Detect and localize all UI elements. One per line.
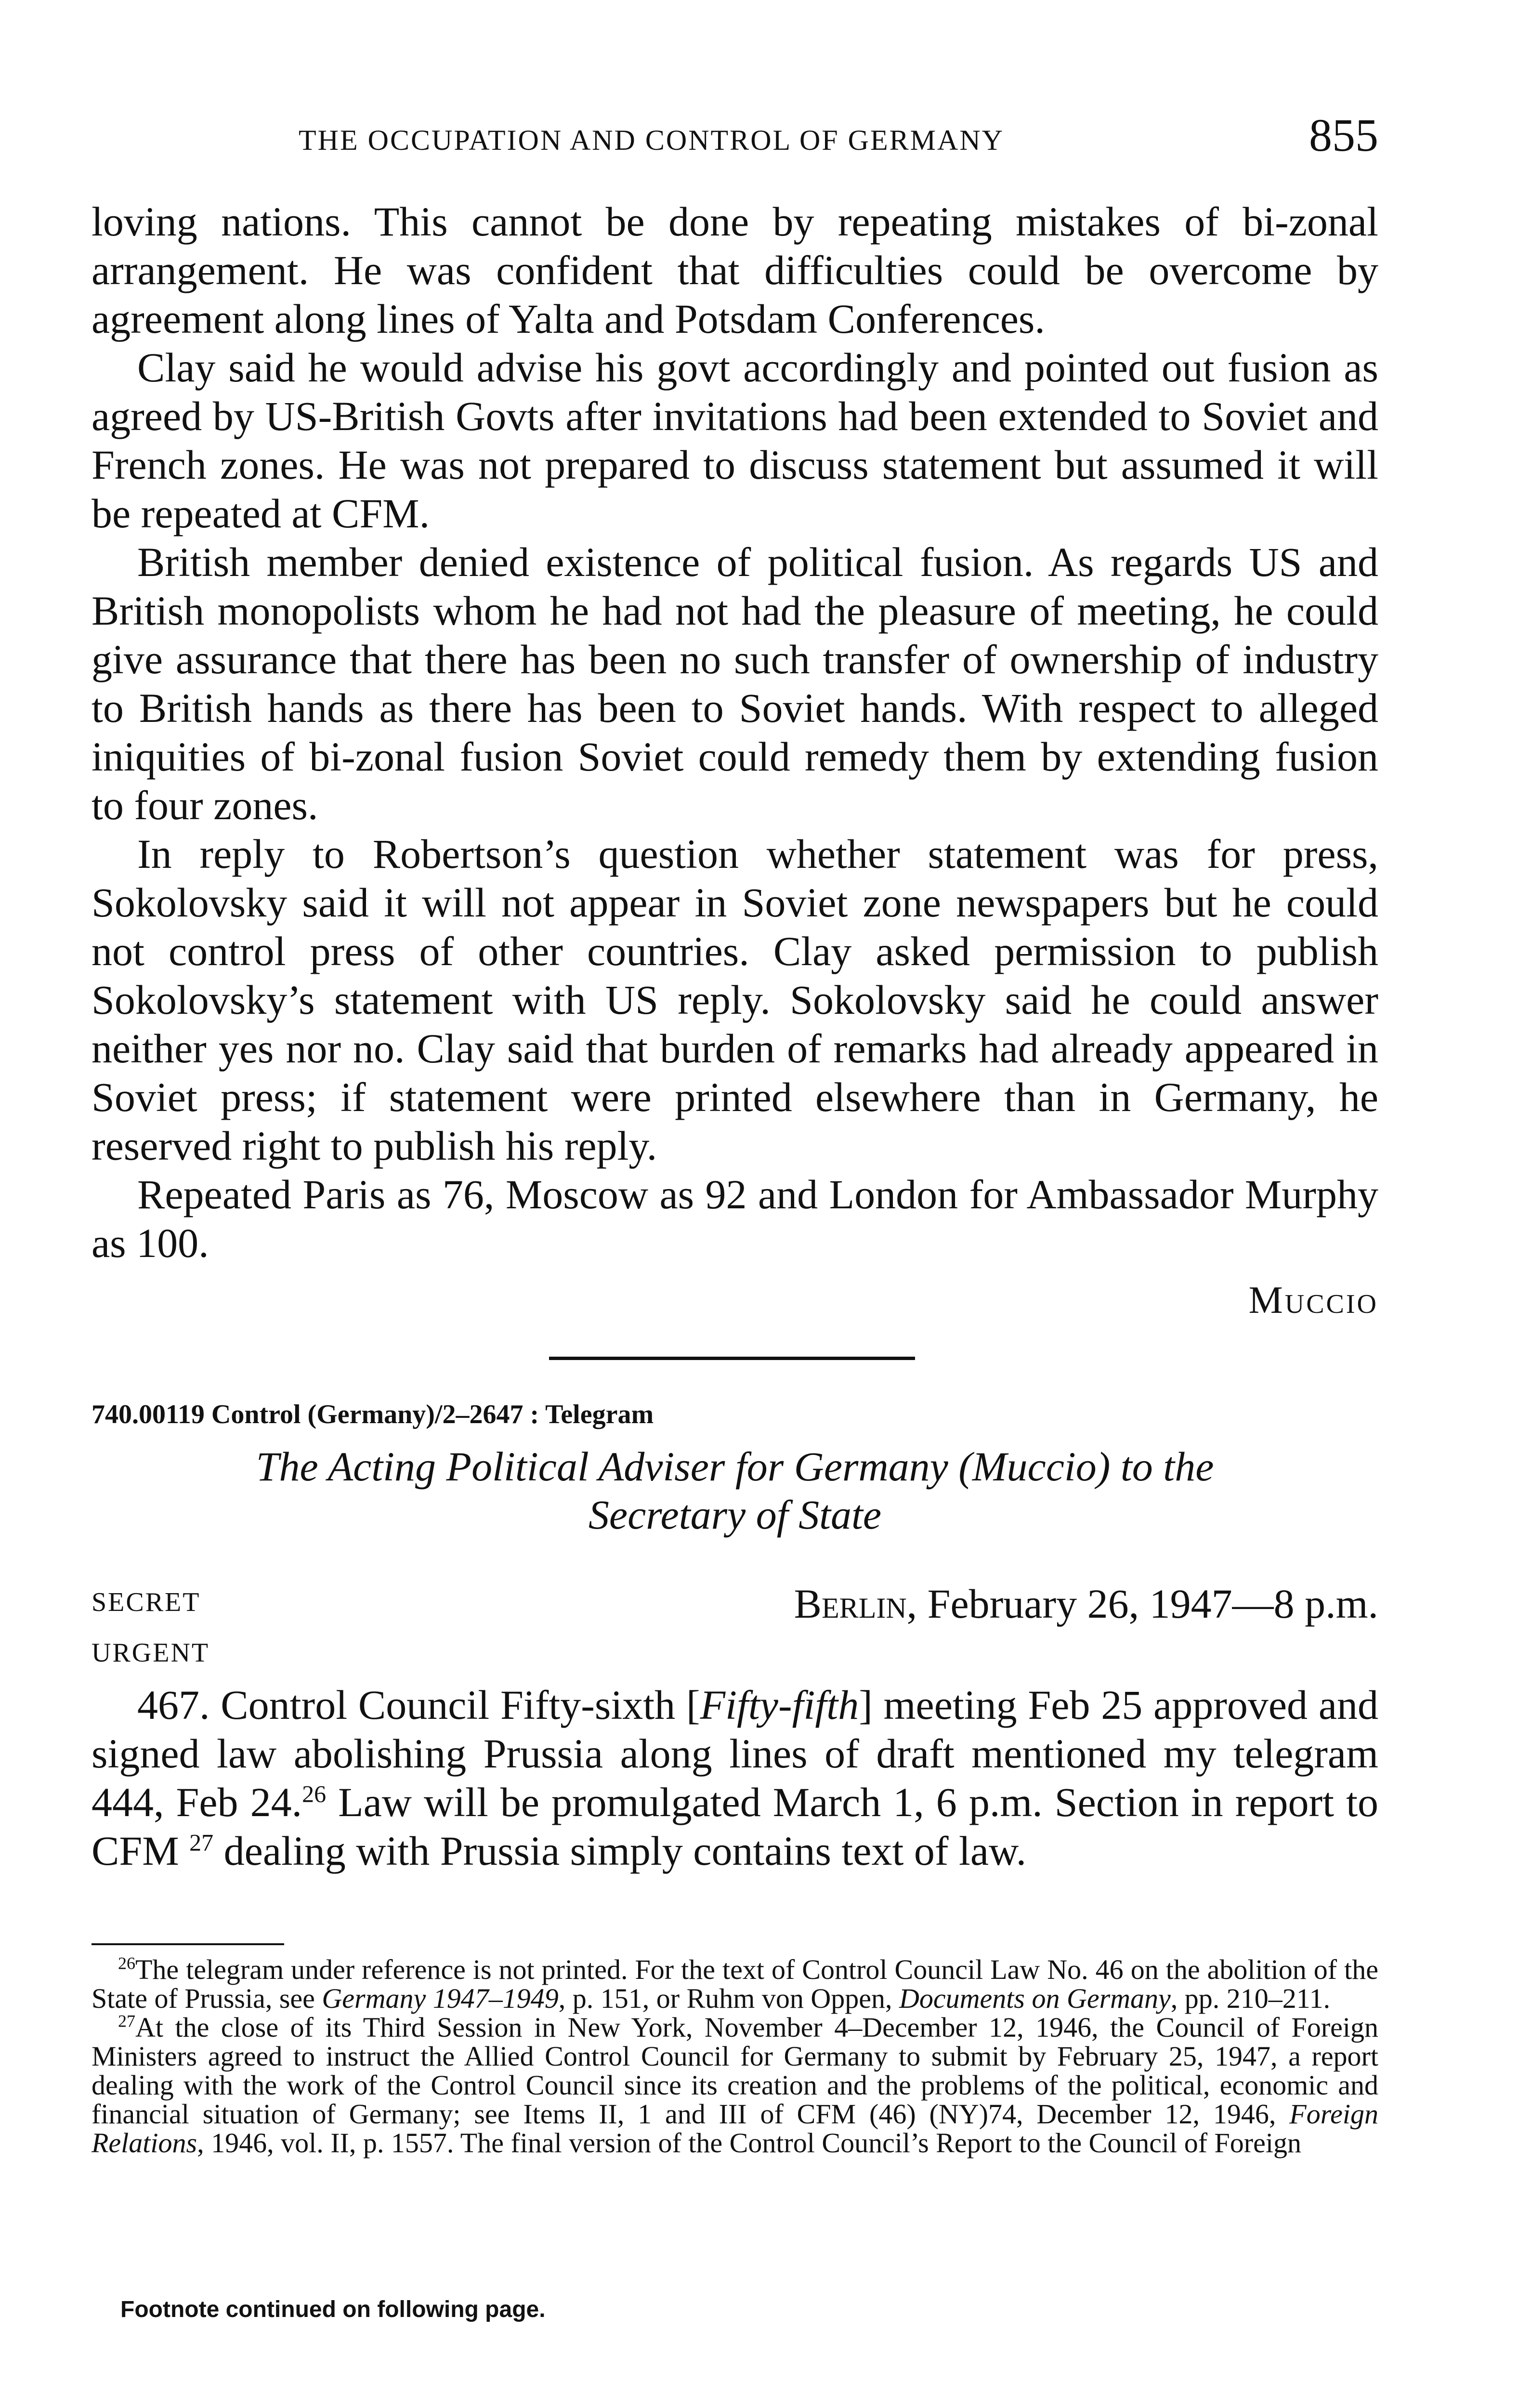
paragraph-4: In reply to Robertson’s question whether statement was for press, Sokolovsky said it will not appear in Soviet zone newspapers but he could not control press of other countries. Clay asked permission to publish Sokolovsky’s statement with US reply. Sokolovsky said he could answer neither yes nor no. Clay said that burden of remarks had already appeared in Soviet press; if statement were printed elsewhere than in Germany, he reserved right to publish his reply. — [92, 831, 1378, 1169]
place-date — [794, 1580, 1378, 1628]
section-divider — [549, 1357, 915, 1360]
file-number: 740.00119 Control (Germany)/2–2647 : Telegram — [92, 1400, 654, 1429]
footnote-rule — [92, 1943, 284, 1945]
classification-urgent: URGENT — [92, 1638, 210, 1668]
paragraph-3: British member denied existence of political fusion. As regards US and British monopolists whom he had not had the pleasure of meeting, he could give assurance that there has been no such transfer of ownership of industry to British hands as there has been to Soviet hands. With respect to alleged iniquities of bi-zonal fusion Soviet could remedy them by extending fusion to four zones. — [92, 539, 1378, 828]
place: Berlin — [794, 1581, 907, 1627]
running-head — [92, 104, 1378, 161]
page-number: 855 — [1309, 109, 1378, 161]
footnote-26: $^{26}$The telegram under reference is not printed. For the text of Control Council Law No. 46 on the abolition of the State of Prussia, see Germany 1947–1949, p. 151, or Ruhm von Oppen, Documents on Germany, pp. 210–211. — [92, 1953, 1378, 2014]
signature: Muccio — [1248, 1279, 1378, 1322]
paragraph-2: Clay said he would advise his govt accordingly and pointed out fusion as agreed by US-British Govts after invitations had been extended to Soviet and French zones. He was not prepared to discuss statement but assumed it will be repeated at CFM. — [92, 344, 1378, 537]
telegram-paragraph: 467. Control Council Fifty-sixth [Fifty-fifth] meeting Feb 25 approved and signed law abolishing Prussia along lines of draft mentioned my telegram 444, Feb 24.26 Law will be promulgated March 1, 6 p.m. Section in report to CFM $^{27}$ dealing with Prussia simply contains text of law. — [92, 1682, 1379, 1874]
heading-line-2: Secretary of State — [588, 1492, 882, 1538]
footnote-continued-note: Footnote continued on following page. — [120, 2297, 546, 2322]
telegram-text — [92, 1681, 1378, 1875]
continued-text — [92, 197, 1378, 1268]
footnote-27: $^{27}$At the close of its Third Session in New York, November 4–December 12, 1946, the Council of Foreign Ministers agreed to instruct the Allied Control Council for Germany to submit by February 25, 1947, a report dealing with the work of the Control Council since its creation and the problems of the political, economic and financial situation of Germany; see Items II, 1 and III of CFM (46) (NY)74, December 12, 1946, Foreign Relations, 1946, vol. II, p. 1557. The final version of the Control Council’s Report to the Council of Foreign — [92, 2011, 1378, 2159]
paragraph-1: loving nations. This cannot be done by repeating mistakes of bi-zonal arrangement. He was confident that difficulties could be overcome by agreement along lines of Yalta and Potsdam Conferences. — [92, 198, 1378, 342]
heading-line-1: The Acting Political Adviser for Germany (Muccio) to the — [256, 1443, 1214, 1490]
classification-secret: SECRET — [92, 1587, 201, 1617]
document-heading — [92, 1442, 1378, 1539]
footnote-ref-26[interactable]: 26 — [302, 1780, 327, 1807]
running-title: THE OCCUPATION AND CONTROL OF GERMANY — [299, 124, 1004, 156]
footnote-ref-27[interactable]: 27 — [189, 1829, 214, 1856]
paragraph-5: Repeated Paris as 76, Moscow as 92 and London for Ambassador Murphy as 100. — [92, 1171, 1378, 1266]
footnotes — [92, 1955, 1378, 2158]
date: , February 26, 1947—8 p.m. — [906, 1581, 1378, 1627]
bracketed-correction: Fifty-fifth — [700, 1682, 859, 1728]
